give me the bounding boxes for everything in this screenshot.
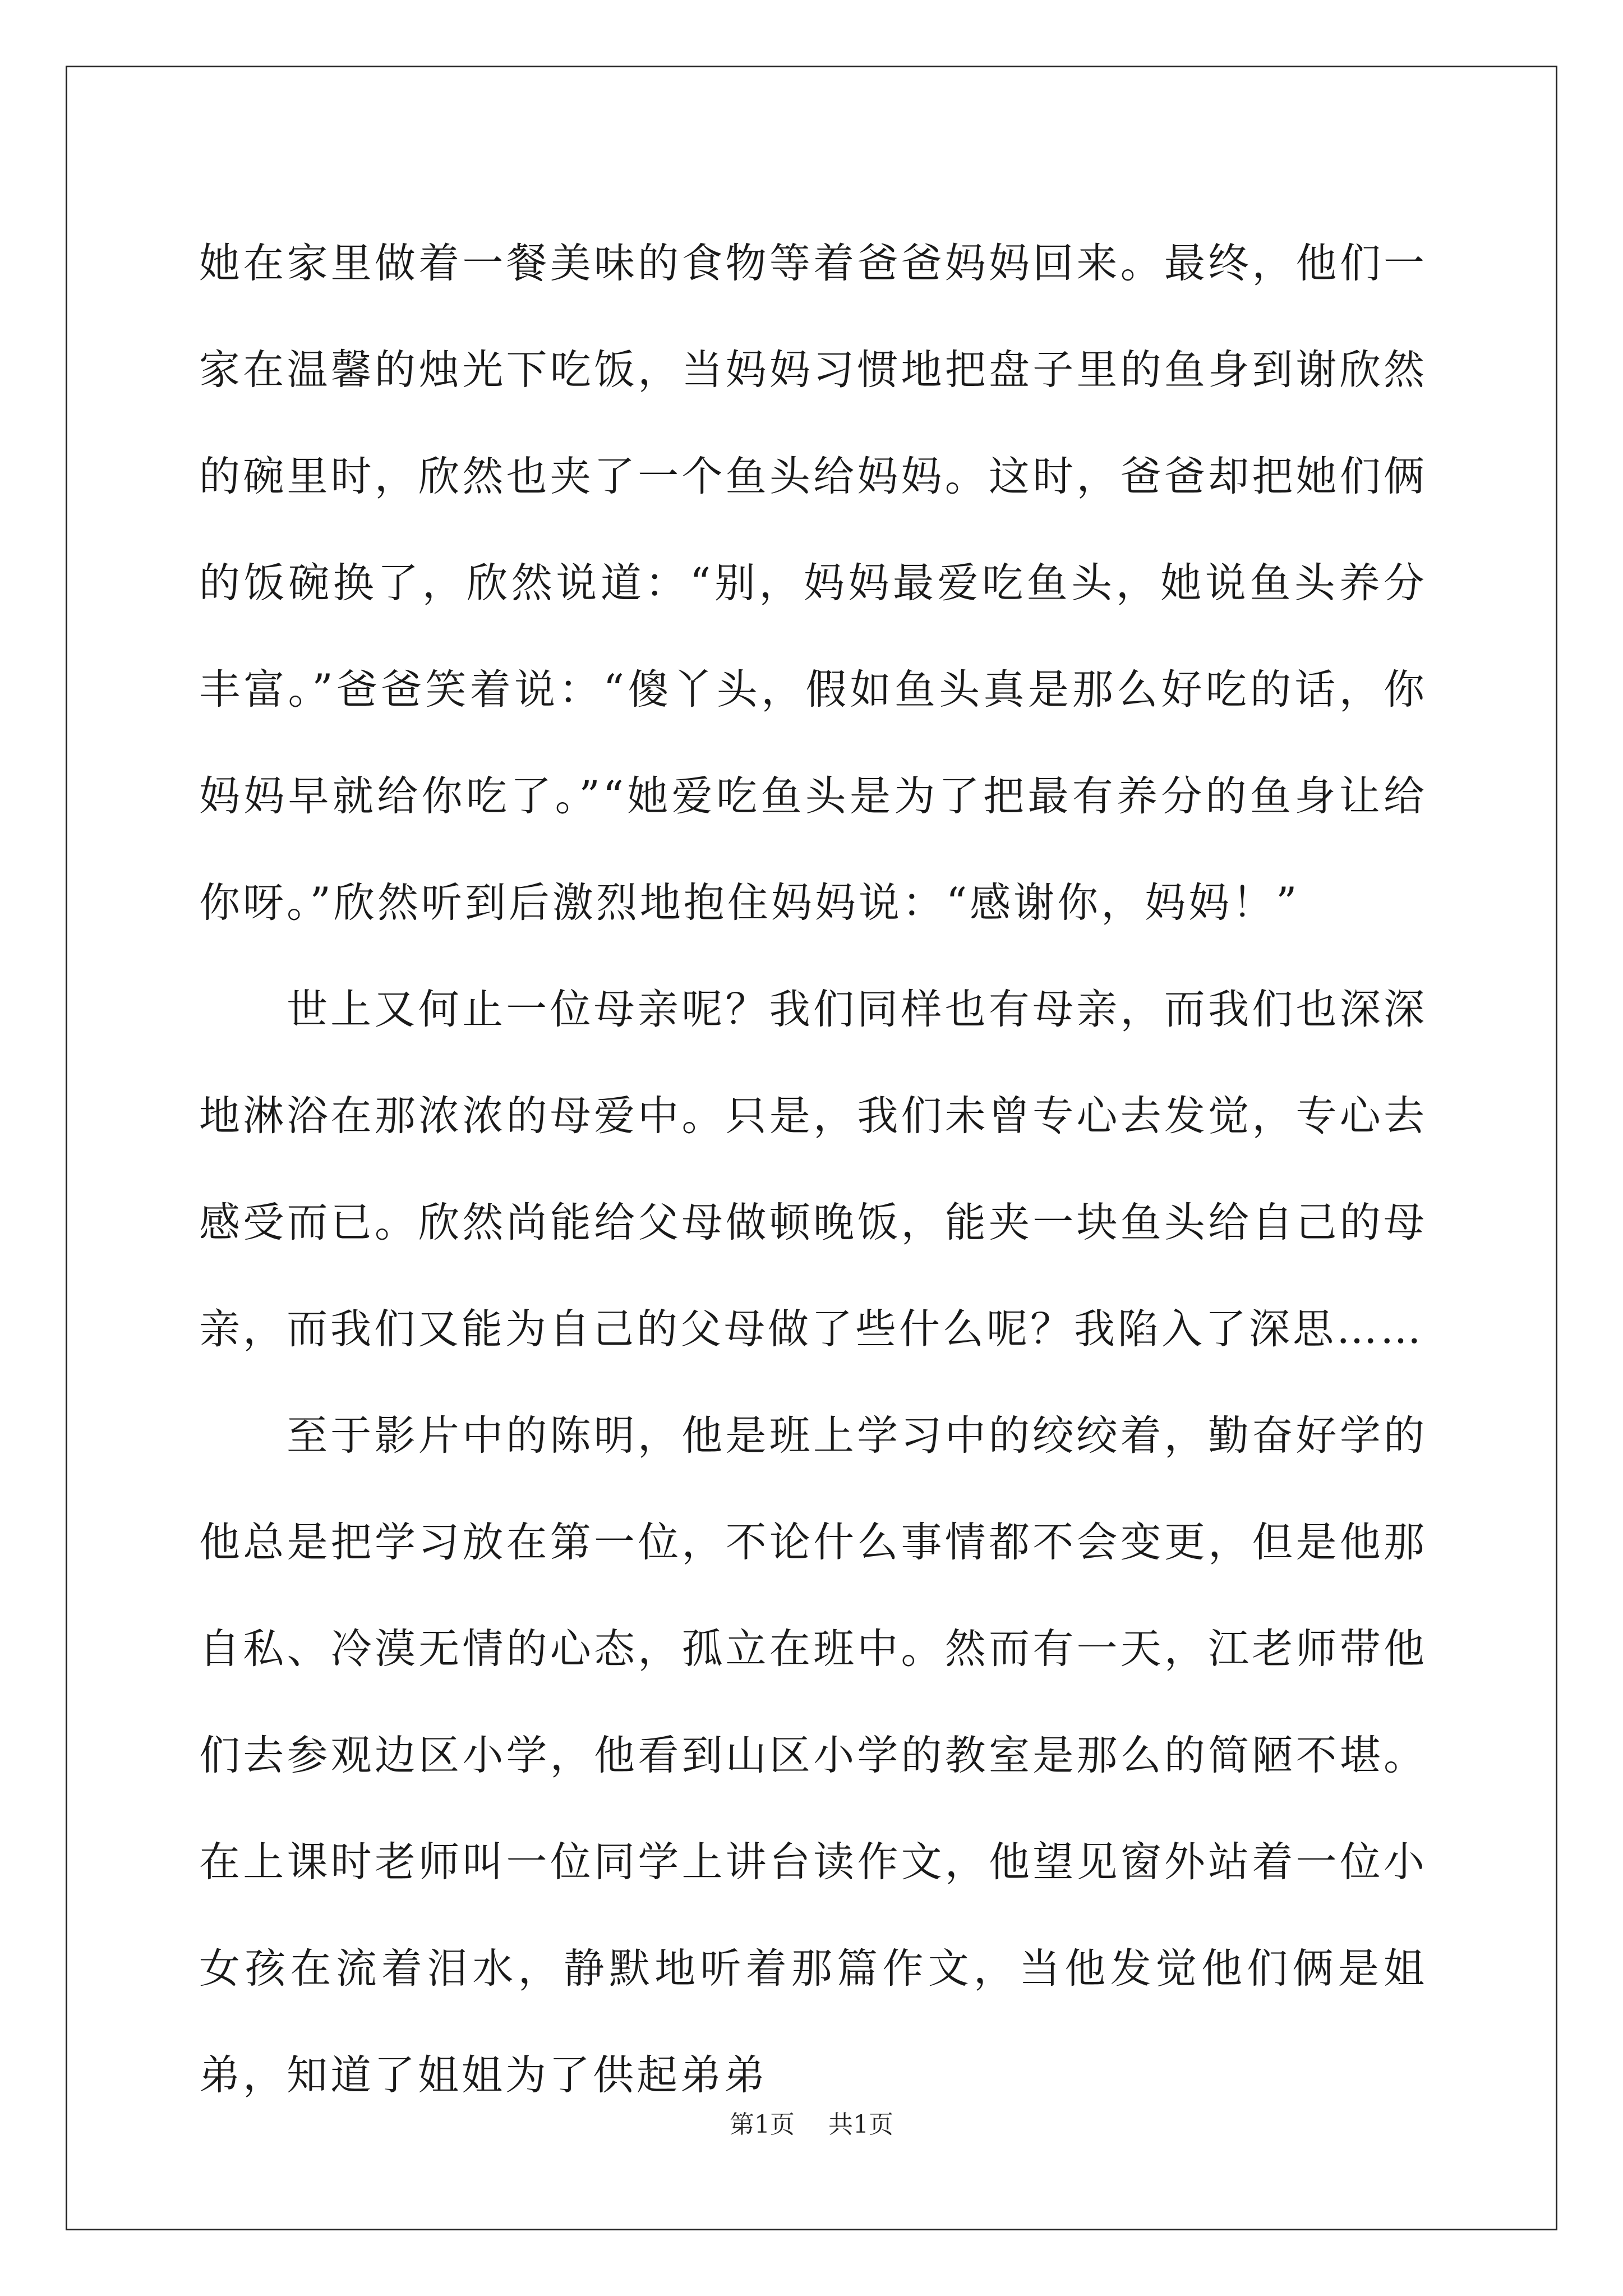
page-footer — [0, 2108, 1623, 2142]
paragraph-1: 她在家里做着一餐美味的食物等着爸爸妈妈回来。最终，他们一家在温馨的烛光下吃饭，当妈妈习惯地把盘子里的鱼身到谢欣然的碗里时，欣然也夹了一个鱼头给妈妈。这时，爸爸却把她们俩的饭碗换了，欣然说道：“别，妈妈最爱吃鱼头，她说鱼头养分丰富。”爸爸笑着说：“傻丫头，假如鱼头真是那么好吃的话，你妈妈早就给你吃了。”“她爱吃鱼头是为了把最有养分的鱼身让给你呀。”欣然听到后激烈地抱住妈妈说：“感谢你，妈妈！” — [199, 240, 1427, 927]
paragraph-3: 至于影片中的陈明，他是班上学习中的绞绞着，勤奋好学的他总是把学习放在第一位，不论什么事情都不会变更，但是他那自私、冷漠无情的心态，孤立在班中。然而有一天，江老师带他们去参观边区小学，他看到山区小学的教室是那么的简陋不堪。在上课时老师叫一位同学上讲台读作文，他望见窗外站着一位小女孩在流着泪水，静默地听着那篇作文，当他发觉他们俩是姐弟，知道了姐姐为了供起弟弟 — [199, 1412, 1427, 2099]
page-number-total: 共1页 — [828, 2110, 893, 2139]
document-body — [199, 210, 1427, 2129]
page-number-current: 第1页 — [730, 2110, 795, 2139]
paragraph-2: 世上又何止一位母亲呢？我们同样也有母亲，而我们也深深地淋浴在那浓浓的母爱中。只是，我们未曾专心去发觉，专心去感受而已。欣然尚能给父母做顿晚饭，能夹一块鱼头给自己的母亲，而我们又能为自己的父母做了些什么呢？我陷入了深思…… — [199, 986, 1427, 1353]
